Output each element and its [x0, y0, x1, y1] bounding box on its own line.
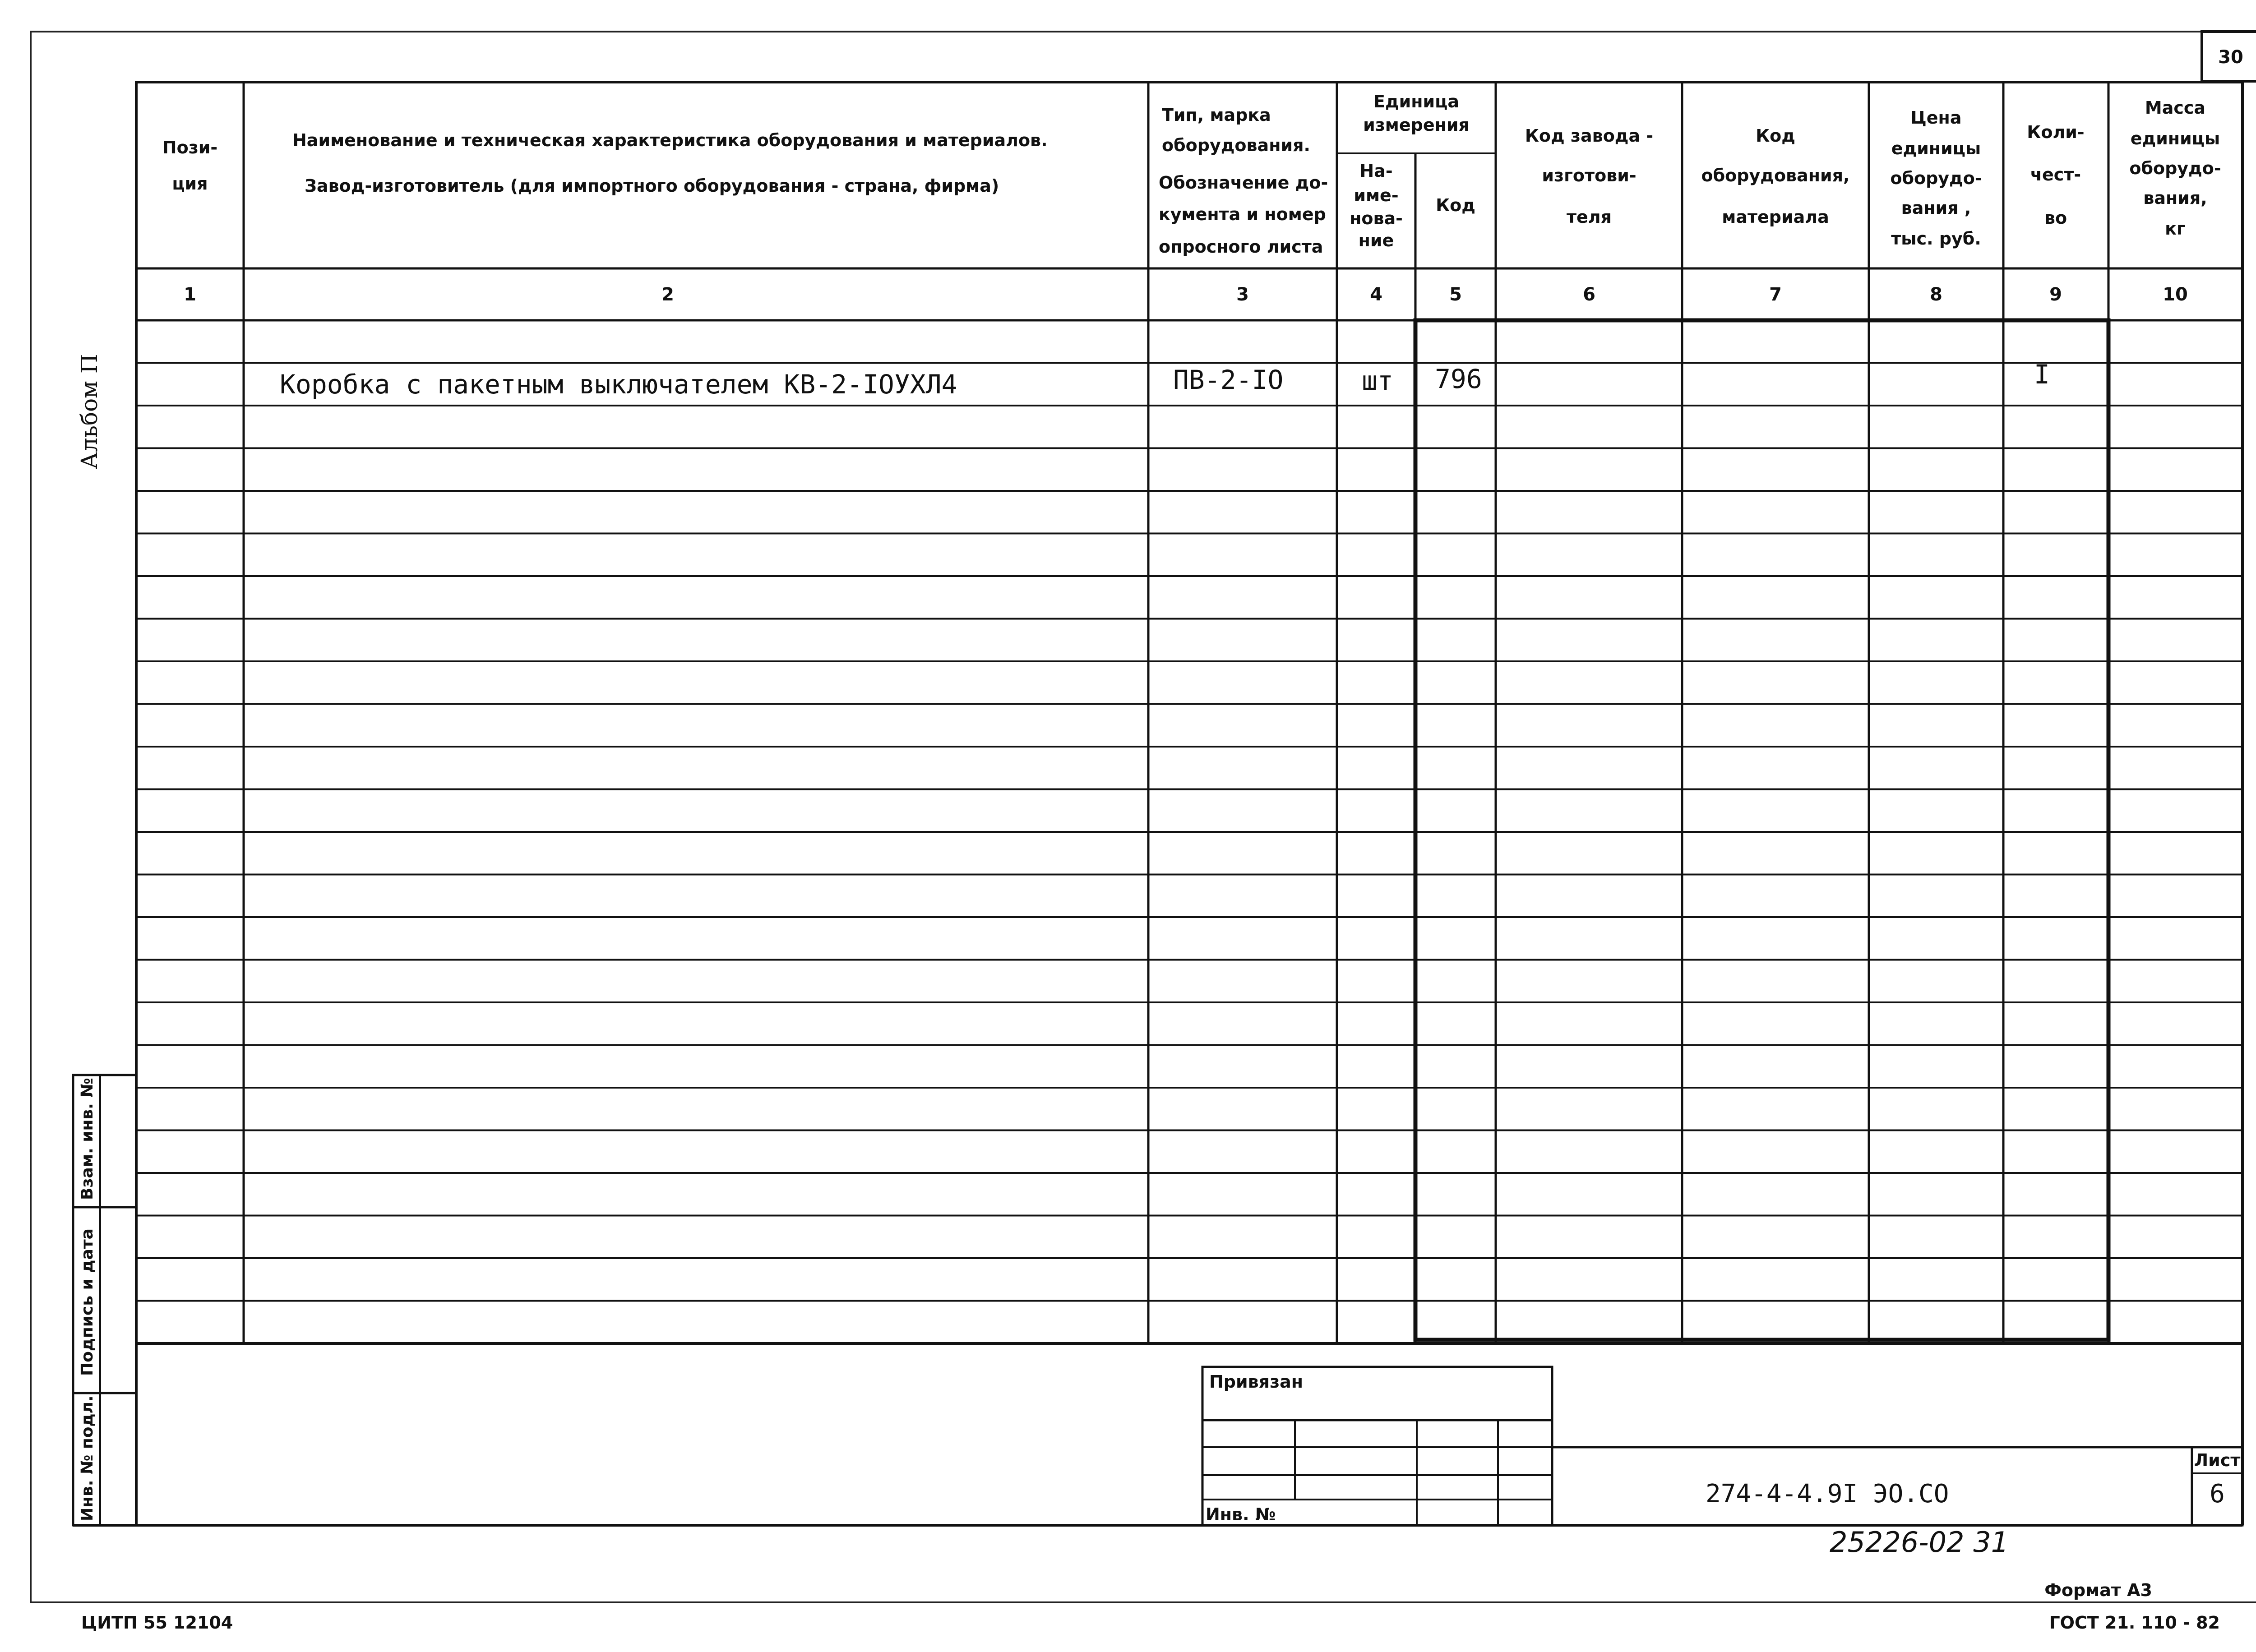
header-position-2: ция [172, 174, 208, 194]
column-number: 7 [1769, 284, 1782, 305]
header-plant-code-1: Код завода - [1525, 126, 1654, 146]
header-unit-group-1: Единица [1373, 92, 1459, 111]
header-equipment-code-2: оборудования, [1701, 166, 1850, 185]
side-field-original-inv: Инв. № подл. [78, 1395, 97, 1521]
inv-number-label: Инв. № [1206, 1504, 1276, 1524]
header-type-1: Тип, марка [1162, 105, 1271, 125]
header-unit-name-1: На- [1359, 161, 1393, 181]
album-label: Альбом П [76, 354, 102, 469]
column-number: 6 [1583, 284, 1595, 305]
header-plant-code-2: изготови- [1542, 166, 1637, 185]
header-unit-code: Код [1436, 195, 1475, 215]
header-price-1: Цена [1910, 108, 1962, 128]
specification-table [136, 82, 2242, 1343]
column-number: 8 [1930, 284, 1942, 305]
header-position-1: Пози- [162, 138, 218, 157]
header-mass-2: единицы [2130, 129, 2220, 148]
sheet-frame [31, 32, 2256, 1602]
column-numbers-row [184, 284, 2188, 305]
side-field-signature-date: Подпись и дата [78, 1228, 97, 1376]
header-price-5: тыс. руб. [1891, 229, 1981, 249]
row-item-quantity: I [2034, 359, 2050, 390]
column-number: 3 [1236, 284, 1249, 305]
side-field-replace-inv: Взам. инв. № [78, 1078, 97, 1200]
row-item-type: ПВ-2-IО [1173, 365, 1284, 395]
column-number: 5 [1449, 284, 1462, 305]
column-number: 2 [661, 284, 674, 305]
header-unit-name-2: име- [1354, 185, 1399, 205]
row-item-name: Коробка с пакетным выключателем КВ-2-IОУХЛ4 [280, 369, 957, 400]
header-plant-code-3: теля [1566, 207, 1612, 227]
document-designation: 274-4-4.9I ЭО.СО [1706, 1479, 1949, 1509]
bound-label: Привязан [1209, 1372, 1304, 1392]
stamp-number: 25226-02 31 [1830, 1526, 2009, 1559]
header-type-3: Обозначение до- [1159, 173, 1328, 193]
top-sheet-number: 30 [2218, 47, 2243, 68]
header-unit-name-4: ние [1358, 231, 1394, 250]
header-type-2: оборудования. [1162, 135, 1310, 155]
header-equipment-code-1: Код [1756, 126, 1795, 146]
header-price-3: оборудо- [1890, 168, 1982, 188]
header-quantity-3: во [2044, 208, 2067, 228]
table-header [162, 92, 2221, 257]
column-number: 9 [2049, 284, 2062, 305]
header-mass-4: вания, [2143, 188, 2207, 208]
header-type-5: опросного листа [1159, 237, 1323, 257]
footer-format: Формат А3 [2044, 1580, 2152, 1600]
table-row [280, 359, 2050, 400]
footer-left: ЦИТП 55 12104 [81, 1613, 233, 1633]
row-lines [136, 363, 2242, 1301]
header-price-4: вания , [1901, 198, 1971, 218]
row-item-unit-code: 796 [1435, 364, 1482, 394]
header-mass-1: Масса [2145, 98, 2206, 118]
header-name-2: Завод-изготовитель (для импортного оборудования - страна, фирма) [305, 176, 999, 196]
header-mass-3: оборудо- [2129, 158, 2221, 178]
sheet-value: 6 [2210, 1479, 2225, 1509]
header-equipment-code-3: материала [1722, 207, 1829, 227]
row-item-unit: шт [1362, 365, 1393, 396]
column-number: 4 [1370, 284, 1382, 305]
header-quantity-1: Коли- [2027, 122, 2085, 142]
column-number: 10 [2163, 284, 2188, 305]
header-type-4: кумента и номер [1159, 204, 1326, 224]
header-price-2: единицы [1891, 138, 1981, 158]
header-quantity-2: чест- [2030, 165, 2081, 185]
top-sheet-number-box [2202, 32, 2256, 81]
header-unit-group-2: измерения [1363, 115, 1470, 135]
sheet-label: Лист [2194, 1450, 2241, 1470]
footer-gost: ГОСТ 21. 110 - 82 [2049, 1613, 2220, 1633]
header-name-1: Наименование и техническая характеристика оборудования и материалов. [292, 130, 1048, 150]
header-mass-5: кг [2165, 219, 2186, 239]
column-number: 1 [184, 284, 196, 305]
header-unit-name-3: нова- [1350, 208, 1403, 228]
